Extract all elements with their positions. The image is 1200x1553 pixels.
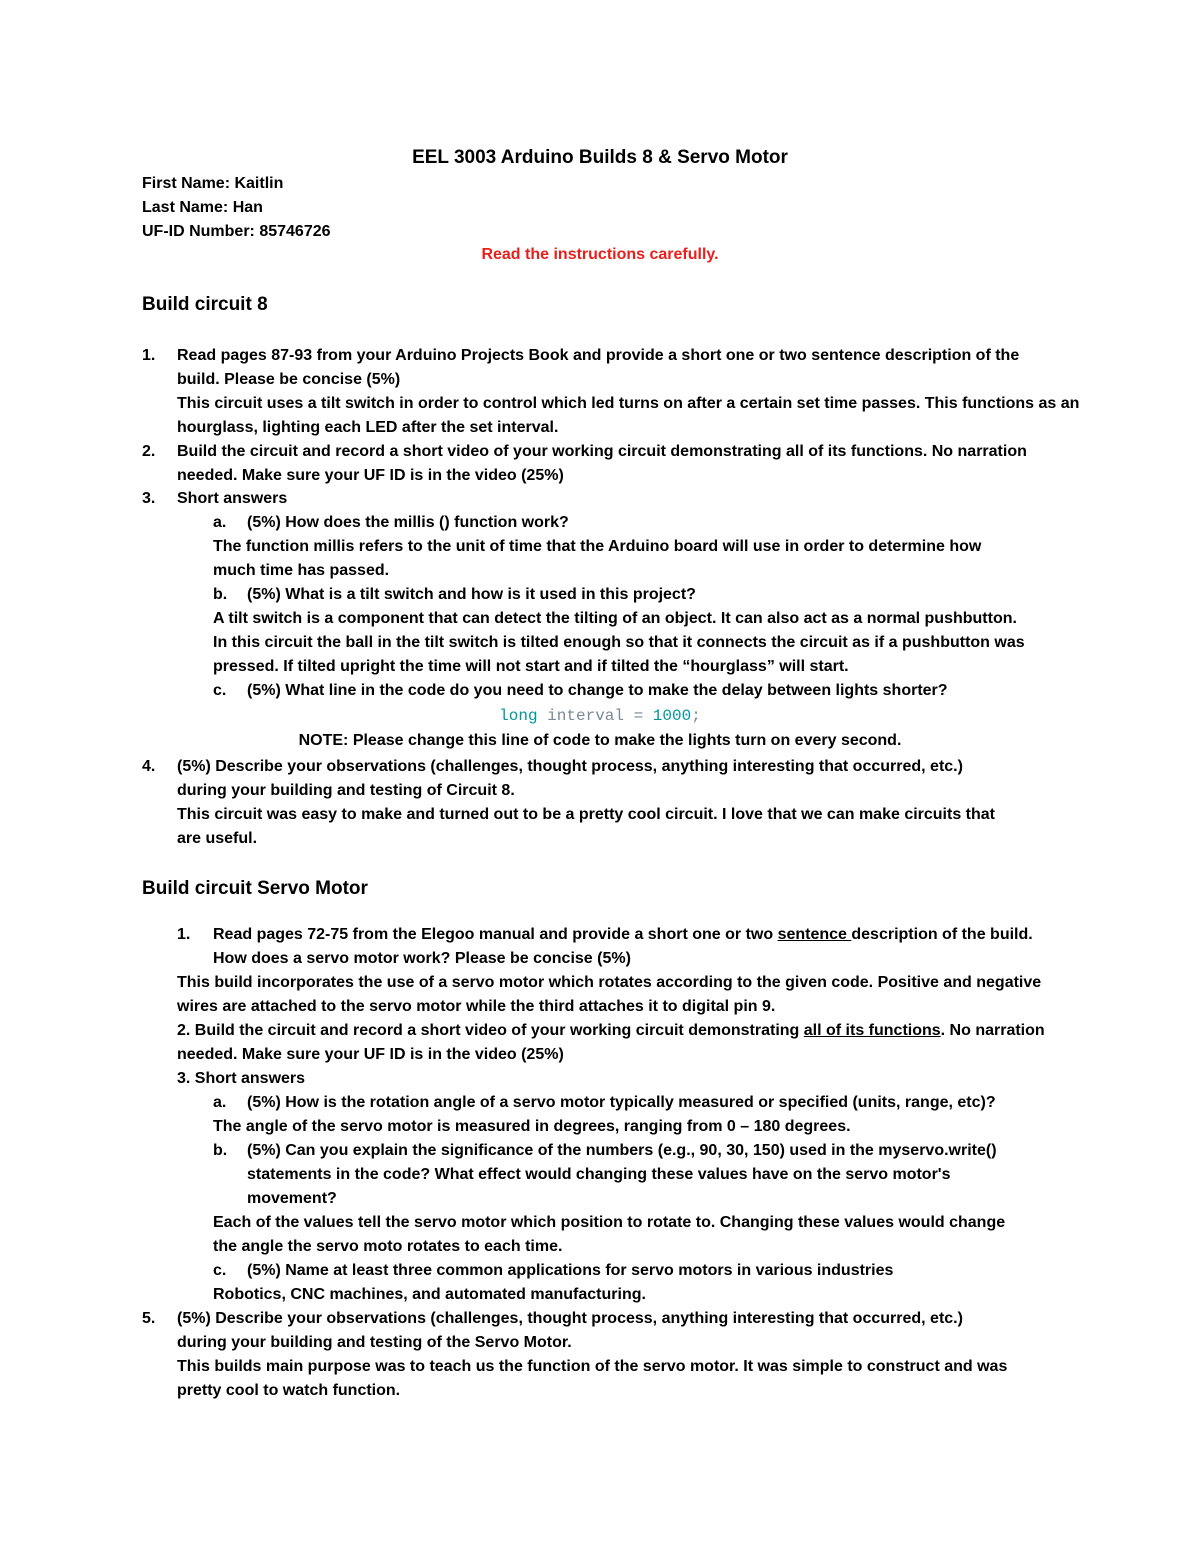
question-2-text: needed. Make sure your UF ID is in the video (25%) — [177, 1046, 564, 1063]
question-2-text-part: 2. Build the circuit and record a short video of your working circuit demonstrating — [177, 1022, 804, 1039]
question-2-text-part: . No narration — [940, 1022, 1045, 1039]
underlined-phrase: all of its functions — [803, 1022, 941, 1039]
list-number: 2. — [142, 443, 156, 460]
question-b-text: (5%) Can you explain the significance of the numbers (e.g., 90, 30, 150) used in the myservo.write() — [247, 1142, 997, 1159]
question-5-text: during your building and testing of the Servo Motor. — [177, 1334, 572, 1351]
question-2-text: Build the circuit and record a short video of your working circuit demonstrating all of its functions. No narration — [177, 443, 1027, 460]
code-number: 1000 — [652, 707, 692, 725]
answer-a-text: much time has passed. — [213, 562, 390, 579]
answer-5-text: pretty cool to watch function. — [177, 1382, 401, 1399]
code-terminator: ; — [691, 707, 701, 725]
instruction-note: Read the instructions carefully. — [481, 246, 719, 263]
answer-b-text: pressed. If tilted upright the time will not start and if tilted the “hourglass” will start. — [213, 658, 849, 675]
answer-4-text: are useful. — [177, 830, 258, 847]
ufid-number: UF-ID Number: 85746726 — [142, 223, 331, 240]
answer-1-text: wires are attached to the servo motor while the third attaches it to digital pin 9. — [177, 998, 776, 1015]
list-number: 1. — [142, 347, 156, 364]
code-keyword: long — [499, 707, 538, 725]
answer-a-text: The angle of the servo motor is measured in degrees, ranging from 0 – 180 degrees. — [213, 1118, 851, 1135]
answer-5-text: This builds main purpose was to teach us the function of the servo motor. It was simple to construct and was — [177, 1358, 1008, 1375]
last-name: Last Name: Han — [142, 199, 263, 216]
question-1-text: How does a servo motor work? Please be concise (5%) — [213, 950, 631, 967]
question-4-text: (5%) Describe your observations (challenges, thought process, anything interesting that occurred, etc.) — [177, 758, 963, 775]
code-note: NOTE: Please change this line of code to make the lights turn on every second. — [298, 732, 902, 749]
list-letter: b. — [213, 586, 228, 603]
question-1-text — [213, 925, 1033, 945]
question-c-text: (5%) Name at least three common applications for servo motors in various industries — [247, 1262, 894, 1279]
list-letter: a. — [213, 1094, 227, 1111]
short-answers-label: Short answers — [177, 490, 288, 507]
short-answers-label: 3. Short answers — [177, 1070, 306, 1087]
question-b-text: (5%) What is a tilt switch and how is it used in this project? — [247, 586, 696, 603]
list-number: 3. — [142, 490, 156, 507]
list-number: 4. — [142, 758, 156, 775]
question-b-text: statements in the code? What effect would changing these values have on the servo motor's — [247, 1166, 951, 1183]
answer-c-text: Robotics, CNC machines, and automated manufacturing. — [213, 1286, 646, 1303]
section-heading-circuit-8: Build circuit 8 — [142, 294, 268, 315]
answer-b-text: Each of the values tell the servo motor which position to rotate to. Changing these values would change — [213, 1214, 1006, 1231]
document-title: EEL 3003 Arduino Builds 8 & Servo Motor — [412, 147, 788, 168]
question-1-text: build. Please be concise (5%) — [177, 371, 401, 388]
answer-1-text: This circuit uses a tilt switch in order to control which led turns on after a certain set time passes. This functions as an — [177, 395, 1080, 412]
question-1-text: Read pages 87-93 from your Arduino Projects Book and provide a short one or two sentence description of the — [177, 347, 1020, 364]
answer-b-text: the angle the servo moto rotates to each time. — [213, 1238, 563, 1255]
answer-1-text: This build incorporates the use of a servo motor which rotates according to the given code. Positive and negative — [177, 974, 1042, 991]
question-4-text: during your building and testing of Circuit 8. — [177, 782, 515, 799]
answer-1-text: hourglass, lighting each LED after the set interval. — [177, 419, 559, 436]
question-1-text-part: description of the build. — [851, 926, 1033, 943]
question-5-text: (5%) Describe your observations (challenges, thought process, anything interesting that occurred, etc.) — [177, 1310, 963, 1327]
list-letter: b. — [213, 1142, 228, 1159]
question-a-text: (5%) How is the rotation angle of a servo motor typically measured or specified (units, range, etc)? — [247, 1094, 996, 1111]
list-letter: a. — [213, 514, 227, 531]
question-2-text: needed. Make sure your UF ID is in the video (25%) — [177, 467, 564, 484]
list-letter: c. — [213, 682, 227, 699]
section-heading-servo-motor: Build circuit Servo Motor — [142, 878, 368, 899]
question-c-text: (5%) What line in the code do you need to change to make the delay between lights shorter? — [247, 682, 948, 699]
list-number: 1. — [177, 926, 191, 943]
answer-b-text: A tilt switch is a component that can detect the tilting of an object. It can also act as a normal pushbutton. — [213, 610, 1017, 627]
list-letter: c. — [213, 1262, 227, 1279]
question-a-text: (5%) How does the millis () function work? — [247, 514, 569, 531]
answer-a-text: The function millis refers to the unit of time that the Arduino board will use in order to determine how — [213, 538, 982, 555]
underlined-word: sentence — [777, 926, 852, 943]
question-2-text — [177, 1021, 1045, 1041]
code-identifier: interval = — [537, 707, 653, 725]
first-name: First Name: Kaitlin — [142, 175, 284, 192]
question-b-text: movement? — [247, 1190, 337, 1207]
question-1-text-part: Read pages 72-75 from the Elegoo manual and provide a short one or two — [213, 926, 778, 943]
list-number: 5. — [142, 1310, 156, 1327]
answer-4-text: This circuit was easy to make and turned out to be a pretty cool circuit. I love that we can make circuits that — [177, 806, 995, 823]
code-snippet — [0, 706, 1200, 726]
answer-b-text: In this circuit the ball in the tilt switch is tilted enough so that it connects the circuit as if a pushbutton was — [213, 634, 1025, 651]
